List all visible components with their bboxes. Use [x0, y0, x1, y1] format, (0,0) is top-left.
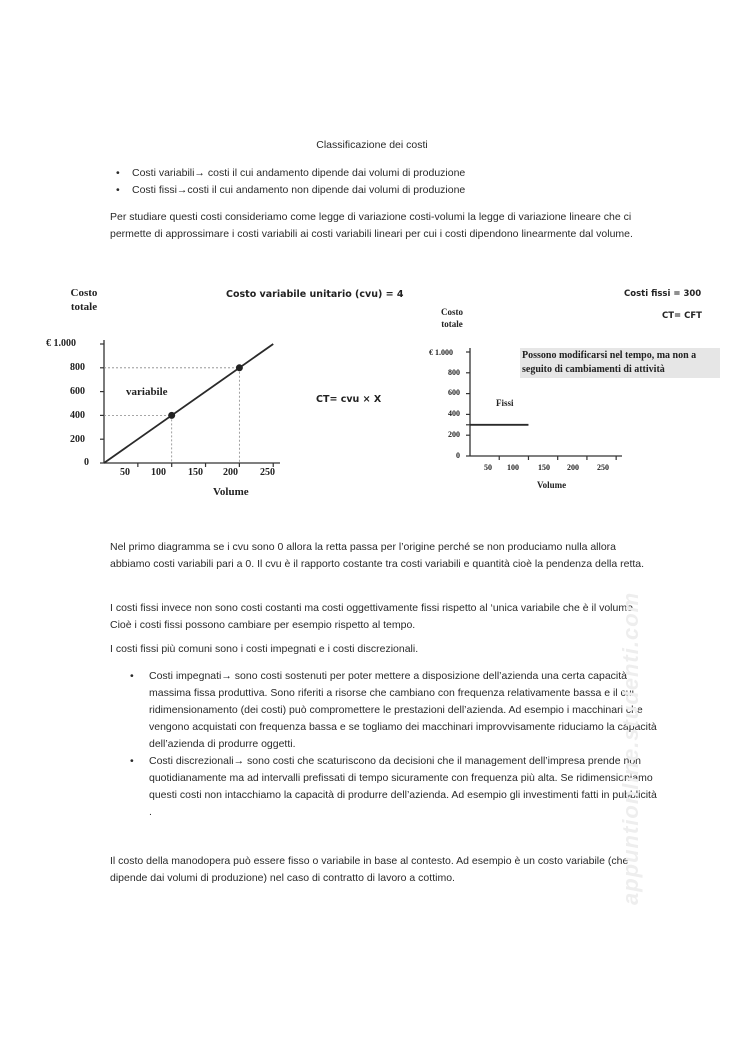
chart2-ytick: 800	[448, 368, 460, 377]
paragraph: I costi fissi più comuni sono i costi impegnati e i costi discrezionali.	[110, 643, 419, 655]
list-item: • Costi variabili→ costi il cui andamento dipende dai volumi di produzione	[110, 165, 465, 182]
watermark: appuntionline.studenti.com	[618, 591, 643, 905]
chart1-ytick: 600	[70, 386, 85, 397]
chart1-ytick: € 1.000	[46, 338, 76, 349]
chart2-annotation: Possono modificarsi nel tempo, ma non a seguito di cambiamenti di attività	[520, 348, 720, 378]
chart1-formula: CT= cvu × X	[316, 394, 382, 405]
chart1-xtick: 100	[151, 467, 166, 478]
chart2-ytick: € 1.000	[429, 348, 453, 357]
chart1-xtick: 200	[223, 467, 238, 478]
chart1-ylabel: Costo totale	[70, 287, 98, 313]
chart1-series-label: variabile	[126, 386, 168, 398]
chart2-formula: CT= CFT	[662, 311, 702, 321]
chart2-xtick: 100	[507, 463, 519, 472]
chart2-ylabel: Costo totale	[441, 307, 463, 329]
chart1-ytick: 400	[70, 410, 85, 421]
chart2-ytick: 200	[448, 430, 460, 439]
fixed-cost-types	[130, 668, 658, 821]
page-title: Classificazione dei costi	[316, 139, 428, 151]
chart1-xtick: 250	[260, 467, 275, 478]
paragraph: I costi fissi invece non sono costi costanti ma costi oggettivamente fissi rispetto al ‘unica variabile che è il volume. Cioè i costi fissi possono cambiare per esempio rispetto al tempo.	[110, 602, 636, 631]
chart1-xtick: 150	[188, 467, 203, 478]
list-item: • Costi impegnati→ sono costi sostenuti per poter mettere a disposizione dell’azienda una certa capacità massima fissa produttiva. Sono riferiti a risorse che cambiano con frequenza relativamente bassa e il cui ridimensionamento (dei costi) può compromettere le prestazioni dell’azienda. Ad esempio i macchinari che vengono acquistati con frequenza bassa e se togliamo dei macchinari improvvisamente riduciamo la capacità dell’azienda di produrre oggetti.	[130, 668, 658, 753]
closing-paragraph: Il costo della manodopera può essere fisso o variabile in base al contesto. Ad esempio è un costo variabile (che dipende dai volumi di produzione) nel caso di contratto di lavoro a cottimo.	[110, 855, 629, 884]
chart2-xtick: 150	[538, 463, 550, 472]
chart2-ytick: 600	[448, 388, 460, 397]
paragraph: Nel primo diagramma se i cvu sono 0 allora la retta passa per l’origine perché se non produciamo nulla allora abbiamo costi variabili pari a 0. Il cvu è il rapporto costante tra costi variabili e quantità cioè la pendenza della retta.	[110, 541, 645, 570]
chart2-ytick: 400	[448, 409, 460, 418]
chart2-xtick: 250	[597, 463, 609, 472]
chart1-series-line	[104, 344, 273, 463]
chart1-title: Costo variabile unitario (cvu) = 4	[226, 289, 404, 300]
chart1-ytick: 200	[70, 434, 85, 445]
chart1-xlabel: Volume	[213, 486, 249, 498]
intro-paragraph: Per studiare questi costi consideriamo come legge di variazione costi-volumi la legge di variazione lineare che ci permette di approssimare i costi variabili ai costi variabili lineari per cui i costi dipendono linearmente dal volume.	[110, 211, 633, 240]
chart2-series-label: Fissi	[496, 398, 514, 408]
chart1-ytick: 0	[84, 457, 89, 468]
chart1-data-point	[236, 364, 243, 371]
list-item: • Costi discrezionali→ sono costi che scaturiscono da decisioni che il management dell’impresa prende non quotidianamente ma ad intervalli prefissati di tempo sicuramente con frequenza più alta. Se ridimensioniamo questi costi non intacchiamo la capacità di produrre dell’azienda. Ad esempio gli investimenti fatti in pubblicità .	[130, 753, 658, 821]
chart2	[466, 348, 622, 460]
chart2-ytick: 0	[456, 451, 460, 460]
list-item: • Costi fissi→costi il cui andamento non dipende dai volumi di produzione	[110, 182, 465, 199]
chart2-xtick: 200	[567, 463, 579, 472]
chart1-ytick: 800	[70, 362, 85, 373]
chart1-xtick: 50	[120, 467, 130, 478]
chart2-title: Costi fissi = 300	[624, 289, 702, 299]
chart1-data-point	[168, 412, 175, 419]
chart2-xlabel: Volume	[537, 480, 567, 490]
chart1	[100, 340, 280, 467]
chart2-xtick: 50	[484, 463, 492, 472]
